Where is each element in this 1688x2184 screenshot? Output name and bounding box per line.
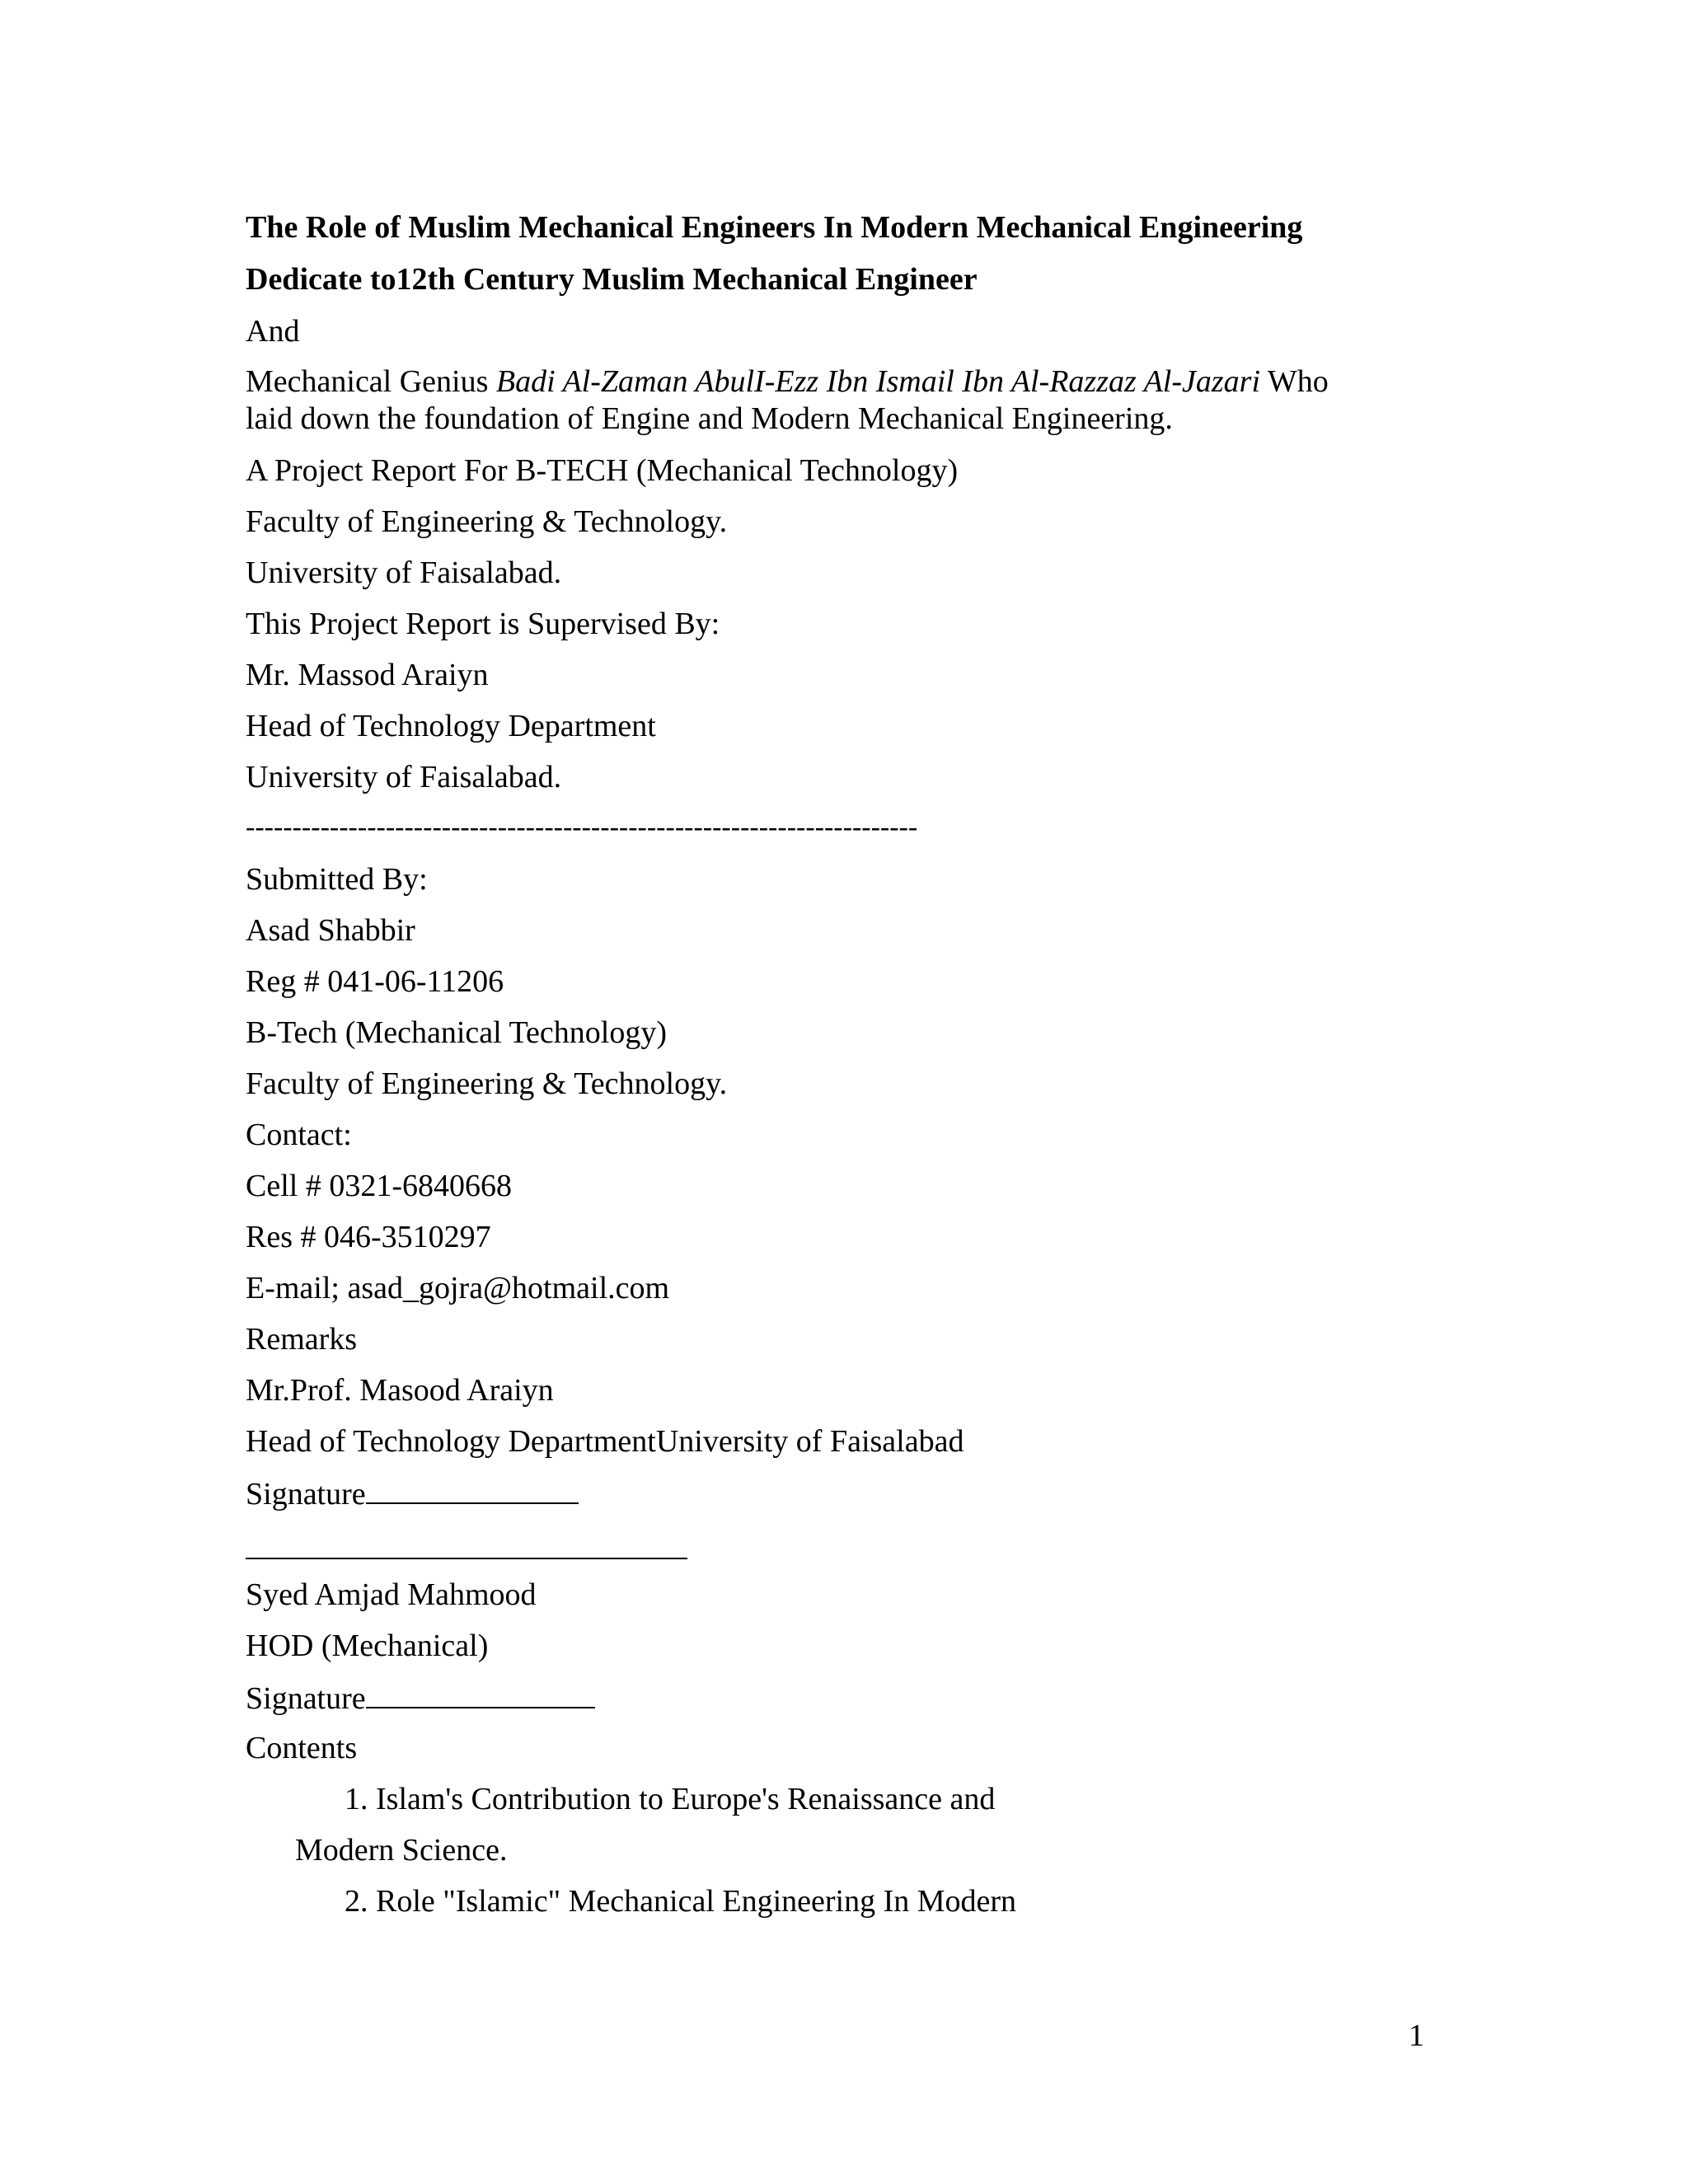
reg-number: Reg # 041-06-11206 [246,964,504,999]
contents-item-2-line-1: 2. Role "Islamic" Mechanical Engineering In Modern [345,1884,1017,1919]
signature-blank-1 [366,1474,579,1504]
student-faculty: Faculty of Engineering & Technology. [246,1066,728,1101]
submitted-by: Submitted By: [246,862,428,897]
hod-title: HOD (Mechanical) [246,1629,489,1663]
res-number: Res # 046-3510297 [246,1220,491,1254]
signature-blank-2 [366,1679,595,1708]
remarks-label: Remarks [246,1322,358,1357]
hod-name: Syed Amjad Mahmood [246,1577,537,1612]
contents-item-1-line-2: Modern Science. [295,1833,508,1868]
genius-suffix: Who [1260,364,1329,399]
and-text: And [246,314,300,349]
supervisor-title: Head of Technology Department [246,709,656,743]
dash-separator: ------------------------------------------------------------------------ [246,812,918,842]
page-number: 1 [1409,2018,1424,2053]
genius-prefix: Mechanical Genius [246,364,496,399]
supervised-by: This Project Report is Supervised By: [246,607,720,641]
program: B-Tech (Mechanical Technology) [246,1015,667,1050]
university-line: University of Faisalabad. [246,555,562,590]
signature-line-1 [246,1474,579,1512]
title-line-1: The Role of Muslim Mechanical Engineers In Modern Mechanical Engineering [246,210,1303,245]
contact-label: Contact: [246,1118,352,1152]
signature-label-1: Signature [246,1477,366,1511]
genius-line-1 [246,363,1329,400]
email-address: E-mail; asad_gojra@hotmail.com [246,1271,670,1305]
title-line-2: Dedicate to12th Century Muslim Mechanical Engineer [246,262,978,297]
genius-name: Badi Al-Zaman AbulI-Ezz Ibn Ismail Ibn Al-Razzaz Al-Jazari [495,364,1261,399]
student-name: Asad Shabbir [246,913,415,948]
genius-line-2: laid down the foundation of Engine and Modern Mechanical Engineering. [246,401,1173,436]
signature-line-2 [246,1679,595,1717]
faculty-line: Faculty of Engineering & Technology. [246,504,728,539]
contents-item-1-line-1: 1. Islam's Contribution to Europe's Renaissance and [345,1782,996,1816]
signature-label-2: Signature [246,1681,366,1716]
separator-rule [246,1558,687,1559]
prof-title: Head of Technology DepartmentUniversity of Faisalabad [246,1424,964,1459]
supervisor-name: Mr. Massod Araiyn [246,658,489,692]
contents-heading: Contents [246,1731,358,1765]
prof-name: Mr.Prof. Masood Araiyn [246,1373,554,1408]
supervisor-university: University of Faisalabad. [246,760,562,794]
report-for: A Project Report For B-TECH (Mechanical Technology) [246,453,959,488]
cell-number: Cell # 0321-6840668 [246,1169,512,1203]
